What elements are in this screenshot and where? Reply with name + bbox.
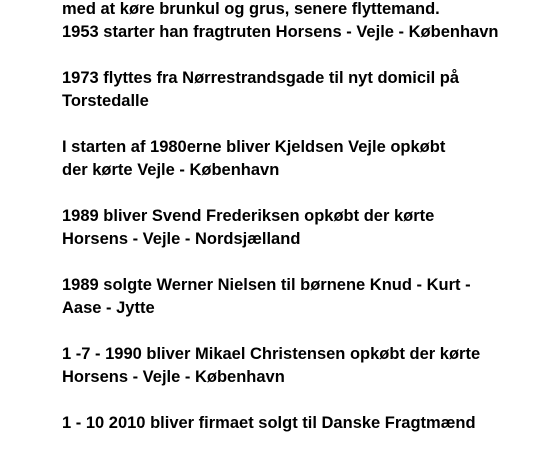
text-line: 1 -7 - 1990 bliver Mikael Christensen opkøbt der kørte	[62, 345, 481, 363]
paragraph-2010	[62, 412, 532, 435]
text-line: Aase - Jytte	[62, 299, 155, 317]
paragraph-1990	[62, 343, 532, 389]
text-line: med at køre brunkul og grus, senere flyttemand.	[62, 0, 440, 18]
text-line: Horsens - Vejle - København	[62, 368, 285, 386]
text-line: Torstedalle	[62, 92, 149, 110]
text-line: Horsens - Vejle - Nordsjælland	[62, 230, 301, 248]
text-line: 1953 starter han fragtruten Horsens - Vejle - København	[62, 23, 499, 41]
text-line: 1 - 10 2010 bliver firmaet solgt til Danske Fragtmænd	[62, 414, 476, 432]
text-line: 1973 flyttes fra Nørrestrandsgade til nyt domicil på	[62, 69, 460, 87]
paragraph-1980s	[62, 136, 532, 182]
text-line: 1989 solgte Werner Nielsen til børnene Knud - Kurt -	[62, 276, 471, 294]
text-line: I starten af 1980erne bliver Kjeldsen Vejle opkøbt	[62, 138, 446, 156]
paragraph-1973	[62, 67, 532, 113]
paragraph-early-history	[62, 0, 532, 44]
paragraph-1989-nielsen	[62, 274, 532, 320]
paragraph-1989-frederiksen	[62, 205, 532, 251]
document-body	[62, 0, 532, 458]
text-line: der kørte Vejle - København	[62, 161, 280, 179]
text-line: 1989 bliver Svend Frederiksen opkøbt der kørte	[62, 207, 435, 225]
